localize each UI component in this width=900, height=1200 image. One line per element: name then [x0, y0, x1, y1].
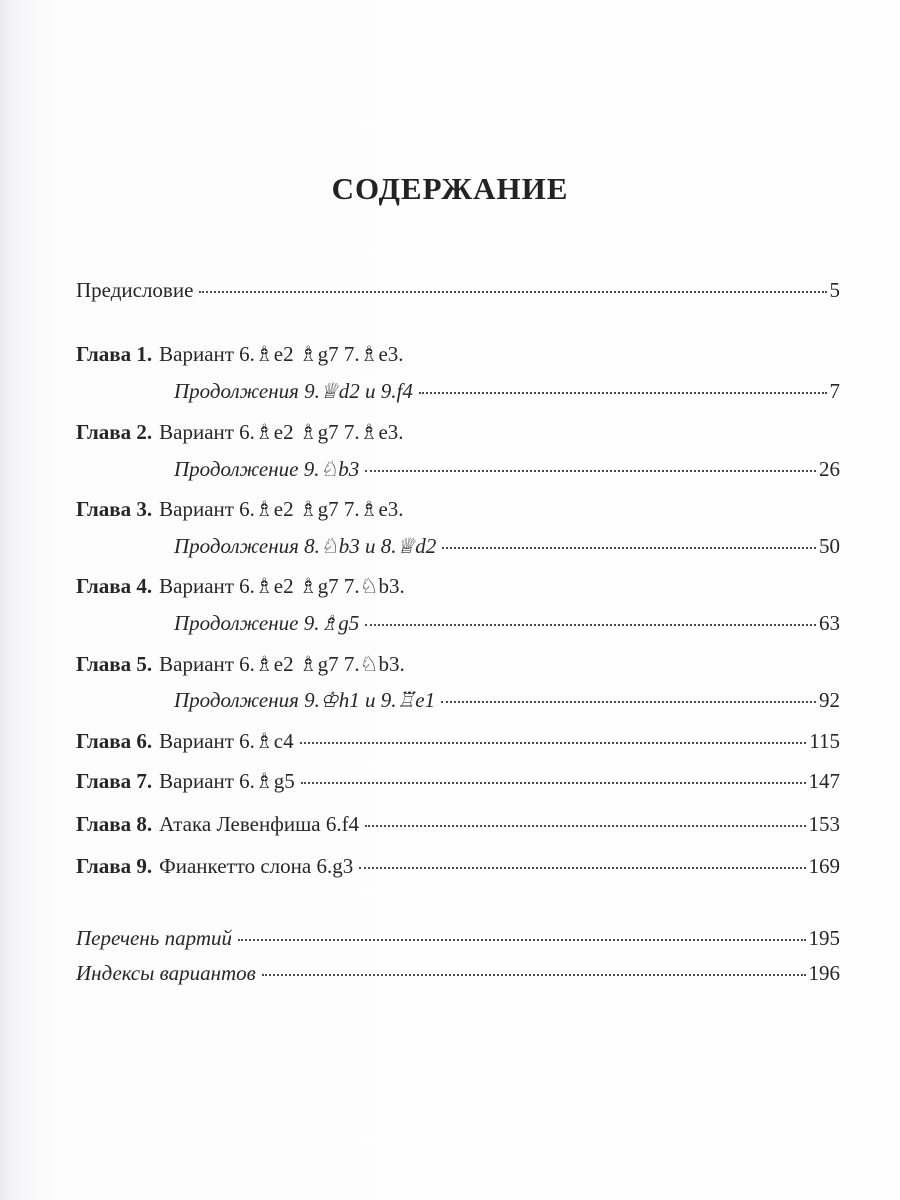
toc-chapter-2-line1	[76, 420, 840, 454]
chapter-subtitle: Продолжение 9.♘b3	[174, 457, 360, 481]
dot-leader	[365, 624, 816, 626]
dot-leader	[365, 470, 816, 472]
toc-page-number: 169	[808, 854, 840, 878]
toc-entry-preface	[76, 278, 840, 312]
chapter-subtitle: Продолжения 9.♕d2 и 9.f4	[174, 379, 413, 403]
chapter-title: Атака Левенфиша 6.f4	[159, 812, 360, 836]
toc-entry-text: Предисловие	[76, 278, 194, 302]
dot-leader	[301, 782, 806, 784]
dot-leader	[359, 867, 805, 869]
toc-chapter-3-line1	[76, 497, 840, 531]
dot-leader	[365, 825, 805, 827]
chapter-title: Вариант 6.♗e2 ♗g7 7.♘b3.	[159, 574, 405, 598]
chapter-title: Вариант 6.♗e2 ♗g7 7.♗e3.	[159, 497, 404, 521]
toc-chapter-6	[76, 729, 840, 763]
toc-entry-text: Перечень партий	[76, 926, 232, 950]
chapter-label: Глава 5.	[76, 652, 153, 676]
toc-chapter-9	[76, 854, 840, 888]
chapter-label: Глава 6.	[76, 729, 153, 753]
dot-leader	[199, 291, 826, 293]
dot-leader	[262, 974, 806, 976]
toc-page-number: 147	[808, 769, 840, 793]
chapter-title: Вариант 6.♗e2 ♗g7 7.♘b3.	[159, 652, 405, 676]
toc-chapter-4-line2	[174, 611, 840, 645]
chapter-title: Фианкетто слона 6.g3	[159, 854, 354, 878]
toc-page-number: 115	[809, 729, 840, 753]
toc-entry-text: Индексы вариантов	[76, 961, 256, 985]
toc-page-number: 153	[808, 812, 840, 836]
dot-leader	[419, 392, 827, 394]
toc-entry-game-list	[76, 926, 840, 960]
toc-page-number: 92	[819, 688, 840, 712]
toc-chapter-1-line2	[174, 379, 840, 413]
chapter-subtitle: Продолжения 9.♔h1 и 9.♖e1	[174, 688, 436, 712]
dot-leader	[441, 701, 816, 703]
toc-chapter-8	[76, 812, 840, 846]
chapter-title: Вариант 6.♗e2 ♗g7 7.♗e3.	[159, 420, 404, 444]
page-title: СОДЕРЖАНИЕ	[331, 171, 569, 206]
chapter-title: Вариант 6.♗e2 ♗g7 7.♗e3.	[159, 342, 404, 366]
toc-chapter-5-line2	[174, 688, 840, 722]
toc-chapter-3-line2	[174, 534, 840, 568]
chapter-label: Глава 7.	[76, 769, 153, 793]
toc-page-number: 5	[829, 278, 840, 302]
toc-page-number: 50	[819, 534, 840, 558]
toc-page-number: 7	[829, 379, 840, 403]
toc-entry-variation-index	[76, 961, 840, 995]
chapter-subtitle: Продолжения 8.♘b3 и 8.♕d2	[174, 534, 437, 558]
toc-page-number: 196	[808, 961, 840, 985]
toc-chapter-4-line1	[76, 574, 840, 608]
dot-leader	[442, 547, 816, 549]
chapter-label: Глава 9.	[76, 854, 153, 878]
toc-chapter-5-line1	[76, 652, 840, 686]
toc-chapter-2-line2	[174, 457, 840, 491]
dot-leader	[300, 742, 807, 744]
chapter-title: Вариант 6.♗c4	[159, 729, 294, 753]
dot-leader	[238, 939, 806, 941]
chapter-label: Глава 2.	[76, 420, 153, 444]
chapter-title: Вариант 6.♗g5	[159, 769, 295, 793]
chapter-label: Глава 1.	[76, 342, 153, 366]
toc-page-number: 195	[808, 926, 840, 950]
chapter-label: Глава 4.	[76, 574, 153, 598]
chapter-label: Глава 3.	[76, 497, 153, 521]
chapter-label: Глава 8.	[76, 812, 153, 836]
toc-chapter-7	[76, 769, 840, 803]
toc-chapter-1-line1	[76, 342, 840, 376]
toc-page-number: 26	[819, 457, 840, 481]
chapter-subtitle: Продолжение 9.♗g5	[174, 611, 360, 635]
toc-page-number: 63	[819, 611, 840, 635]
